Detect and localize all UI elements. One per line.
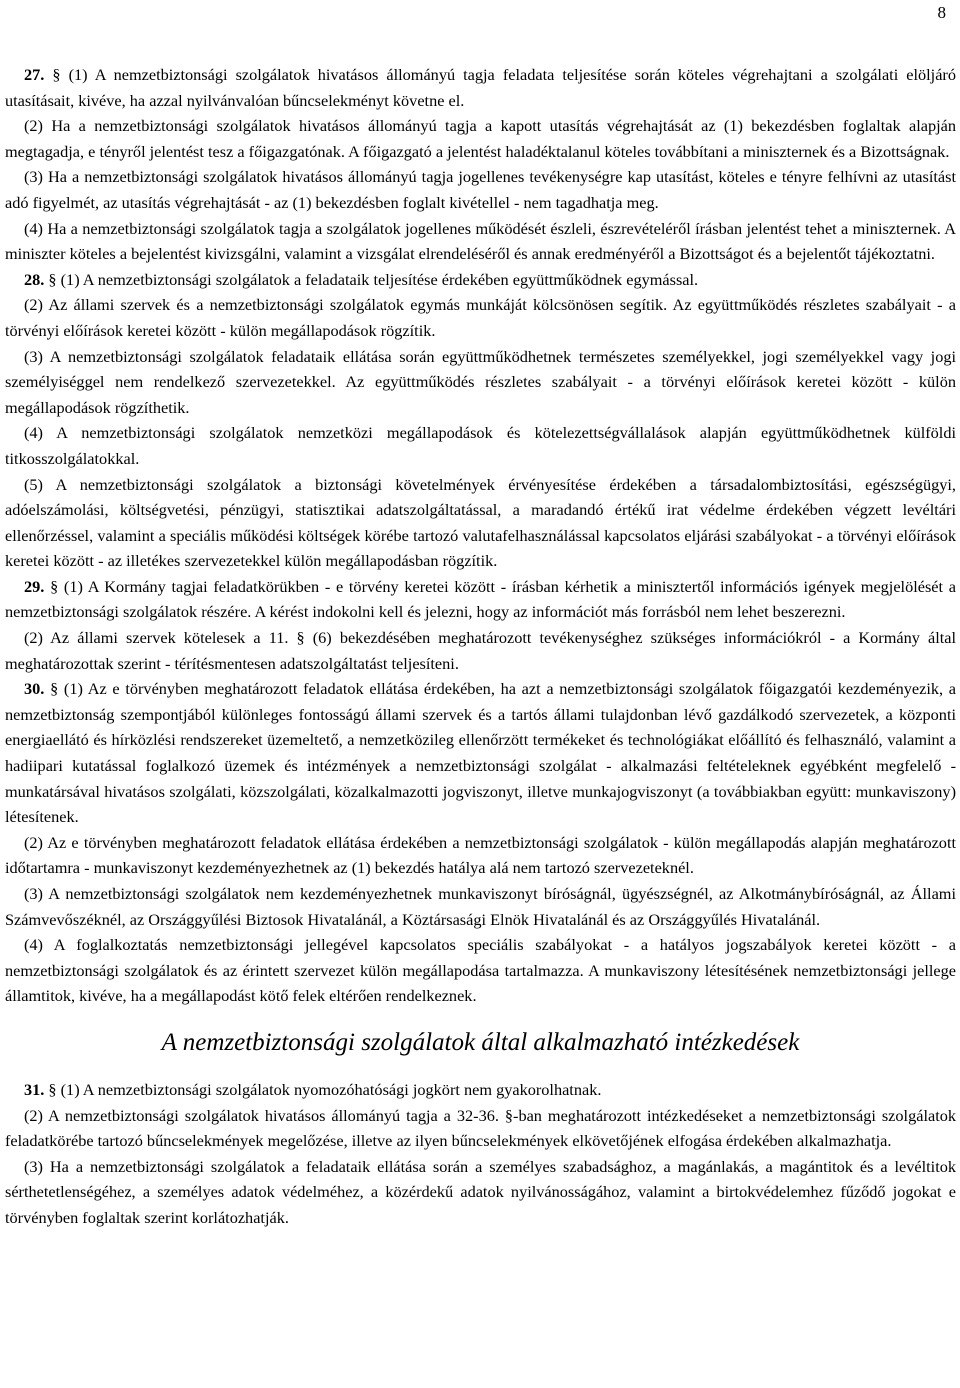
paragraph [5,1103,956,1154]
paragraph-text: (2) Az állami szervek kötelesek a 11. § (6) bekezdésében meghatározott tevékenységhez szükséges információkról - a Kormány által meghatározottak szerint - térítésmentesen adatszolgáltatást teljesíteni. [5,628,956,673]
paragraph-text: (2) A nemzetbiztonsági szolgálatok hivatásos állományú tagja a 32-36. §-ban meghatározott intézkedéseket a nemzetbiztonsági szolgálatok feladatkörébe tartozó bűncselekmények megelőzése, illetve az ilyen bűncselekmények elkövetőjének elfogása érdekében alkalmazhatja. [5,1105,956,1151]
paragraph-text: § (1) A nemzetbiztonsági szolgálatok a feladataik teljesítése érdekében együttműködnek egymással. [44,269,699,289]
section-number: 30. [24,679,45,699]
paragraph [5,216,956,267]
paragraph [5,472,956,574]
paragraph-text: (4) Ha a nemzetbiztonsági szolgálatok tagja a szolgálatok jogellenes működését észleli, észrevételéről írásban jelentést tehet a miniszternek. A miniszter köteles a bejelentést kivizsgálni, valamint a vizsgálat elrendeléséről és annak eredményéről a Bizottságot és a bejelentőt tájékoztatni. [5,218,956,264]
section-number: 29. [24,576,45,596]
paragraph [5,344,956,421]
paragraph-text: (3) Ha a nemzetbiztonsági szolgálatok hivatásos állományú tagja jogellenes tevékenységre kap utasítást, köteles e tényre felhívni az utasítást adó figyelmét, az utasítás végrehajtását - az (1) bekezdésben foglalt kivétellel - nem tagadhatja meg. [5,167,956,212]
paragraph [5,113,956,164]
section-number: 28. [24,269,45,289]
paragraph [5,1154,956,1231]
paragraph [5,164,956,215]
paragraph-text: § (1) A nemzetbiztonsági szolgálatok hivatásos állományú tagja feladata teljesítése során köteles végrehajtani a szolgálati elöljáró utasításait, kivéve, ha azzal nyilvánvalóan bűncselekményt követne el. [5,65,956,110]
paragraph-text: (3) A nemzetbiztonsági szolgálatok feladataik ellátása során együttműködhetnek természetes személyekkel, jogi személyekkel vagy jogi személyiséggel nem rendelkező szervezetekkel. Az együttműködés részletes szabályait - a törvényi előírások keretei között - külön megállapodások rögzíthetik. [5,346,956,417]
paragraph-text: (2) Az e törvényben meghatározott feladatok ellátása érdekében a nemzetbiztonsági szolgálatok - külön megállapodás alapján meghatározott időtartamra - munkaviszonyt kezdeményezhetnek az (1) bekezdés hatálya alá nem tartozó szervezeteknél. [5,832,956,878]
section-before [5,62,956,1009]
paragraph [5,574,956,625]
paragraph-text: (4) A nemzetbiztonsági szolgálatok nemzetközi megállapodások és kötelezettségvállalások alapján együttműködhetnek külföldi titkosszolgálatokkal. [5,423,956,468]
paragraph-text: (2) Az állami szervek és a nemzetbiztonsági szolgálatok egymás munkáját kölcsönösen segítik. Az együttműködés részletes szabályait - a törvényi előírások keretei között - külön megállapodások rögzítik. [5,295,956,340]
section-heading: A nemzetbiztonsági szolgálatok által alkalmazható intézkedések [161,1028,800,1056]
paragraph-text: (3) Ha a nemzetbiztonsági szolgálatok a feladataik ellátása során a személyes szabadsághoz, a magánlakás, a magántitok és a levéltitok sérthetetlenségéhez, a személyes adatok védelméhez, a közérdekű adatok nyilvánosságához, valamint a birtokvédelemhez fűződő jogokat e törvényben foglaltak szerint korlátozhatják. [5,1156,956,1227]
paragraph-text: § (1) A nemzetbiztonsági szolgálatok nyomozóhatósági jogkört nem gyakorolhatnak. [44,1079,602,1099]
paragraph [5,881,956,932]
paragraph [5,267,956,293]
paragraph-text: § (1) Az e törvényben meghatározott feladatok ellátása érdekében, ha azt a nemzetbiztonsági szolgálatok főigazgatói kezdeményezik, a nemzetbiztonság szempontjából különleges fontosságú állami szervek és a tartós állami tulajdonban lévő gazdálkodó szervezetek, a központi energiaellátó és hírközlési rendszereket üzemeltető, a nemzetközileg ellenőrzött termékeket és technológiákat előállító és felhasználó, valamint a hadiipari kutatással foglalkozó üzemek és intézmények a nemzetbiztonsági szolgálat - alkalmazási feltételeknek egyébként megfelelő - munkatársával hivatásos szolgálati, közszolgálati, közalkalmazotti jogviszonyt, illetve munkajogviszonyt (a továbbiakban együtt: munkaviszony) létesítenek. [5,679,956,827]
paragraph-text: (2) Ha a nemzetbiztonsági szolgálatok hivatásos állományú tagja a kapott utasítás végrehajtását az (1) bekezdésben foglaltak alapján megtagadja, e tényről jelentést tesz a főigazgatónak. A főigazgató a jelentést haladéktalanul köteles továbbítani a miniszternek és a Bizottságnak. [5,116,956,161]
paragraph [5,932,956,1009]
paragraph [5,62,956,113]
paragraph-text: (4) A foglalkoztatás nemzetbiztonsági jellegével kapcsolatos speciális szabályokat - a hatályos jogszabályok keretei között - a nemzetbiztonsági szolgálatok és az érintett szervezet külön megállapodása tartalmazza. A munkaviszony létesítésének nemzetbiztonsági jellege államtitok, kivéve, ha a megállapodást kötő felek eltérően rendelkeznek. [5,935,956,1006]
paragraph-text: (5) A nemzetbiztonsági szolgálatok a biztonsági követelmények érvényesítése érdekében a társadalombiztosítási, egészségügyi, adóelszámolási, költségvetési, pénzügyi, statisztikai adatszolgáltatással, a maradandó értékű irat védelme érdekében végzett levéltári ellenőrzéssel, valamint a speciális működési költségek körébe tartozó valutafelhasználással kapcsolatos eljárási szabályokat - a törvényi előírások keretei között - az illetékes szervezetekkel külön megállapodásban rögzítik. [5,474,956,571]
paragraph [5,420,956,471]
section-number: 31. [24,1079,45,1099]
paragraph [5,625,956,676]
paragraph-text: (3) A nemzetbiztonsági szolgálatok nem kezdeményezhetnek munkaviszonyt bíróságnál, ügyészségnél, az Alkotmánybíróságnál, az Állami Számvevőszéknél, az Országgyűlési Biztosok Hivatalánál, a Köztársasági Elnök Hivatalánál és az Országgyűlés Hivatalánál. [5,884,956,929]
page-number: 8 [937,3,946,22]
section-after [5,1077,956,1231]
paragraph-text: § (1) A Kormány tagjai feladatkörükben - e törvény keretei között - írásban kérhetik a minisztertől információs igények megjelölését a nemzetbiztonsági szolgálatok részére. A kérést indokolni kell és jelezni, hogy az információt más forrásból nem lehet beszerezni. [5,576,956,622]
section-number: 27. [24,65,45,84]
document-body [5,62,956,1231]
paragraph [5,1077,956,1103]
paragraph [5,676,956,830]
paragraph [5,292,956,343]
paragraph [5,830,956,881]
